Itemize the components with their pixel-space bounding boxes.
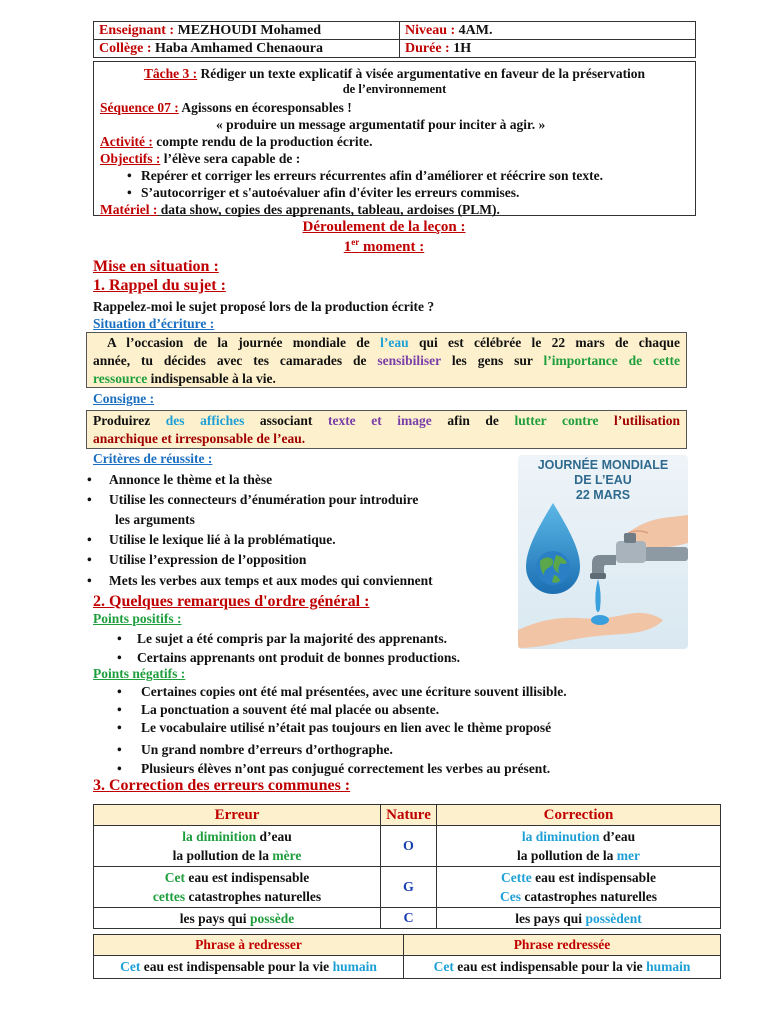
consigne-line-1: Produirez des affiches associant texte et image afin de lutter contre l’utilisation — [93, 413, 681, 428]
duration-cell — [400, 40, 696, 58]
task-line-2: de l’environnement — [342, 82, 447, 96]
faucet-icon — [640, 547, 688, 561]
bullet-icon: • — [117, 702, 122, 717]
sentence-to-fix-cell: Cet eau est indispensable pour la vie humain — [94, 956, 404, 979]
college-value: Haba Amhamed Chenaoura — [154, 41, 324, 56]
material-text: data show, copies des apprenants, tableau, ardoises (PLM). — [160, 202, 500, 217]
situation-line-3: ressource indispensable à la vie. — [93, 371, 276, 386]
nature-cell: C — [381, 908, 437, 929]
table-row — [94, 956, 721, 979]
sequence-line — [100, 99, 352, 116]
criteria-item: • Mets les verbes aux temps et aux modes qui conviennent — [87, 573, 433, 588]
criteria-item-continued: les arguments — [115, 512, 195, 527]
negative-item: • La ponctuation a souvent été mal placée ou absente. — [117, 702, 440, 717]
duration-value: 1H — [453, 41, 472, 56]
bullet-icon: • — [87, 472, 92, 487]
consigne-box — [86, 410, 687, 449]
error-cell: Cet eau est indispensable cettes catastrophes naturelles — [94, 867, 381, 908]
level-cell — [400, 22, 696, 40]
section-2-heading: 2. Quelques remarques d'ordre général : — [93, 593, 370, 610]
table-header-row — [94, 935, 721, 956]
bullet-icon: • — [127, 168, 132, 183]
poster-title-2: DE L’EAU — [574, 473, 632, 487]
poster-illustration — [518, 455, 688, 649]
criteria-label: Critères de réussite : — [93, 451, 213, 466]
level-label: Niveau : — [405, 23, 456, 38]
bullet-icon: • — [87, 492, 92, 507]
errors-table — [93, 804, 721, 929]
bullet-icon: • — [117, 720, 122, 735]
column-header: Erreur — [94, 805, 381, 826]
objectives-text: l’élève sera capable de : — [163, 151, 301, 166]
objective-item: • S’autocorriger et s'autoévaluer afin d'éviter les erreurs commises. — [127, 185, 520, 200]
college-label: Collège : — [99, 41, 152, 56]
positive-item: • Le sujet a été compris par la majorité des apprenants. — [117, 631, 447, 646]
activity-line — [100, 133, 372, 150]
lesson-title: Déroulement de la leçon : — [302, 219, 466, 235]
consigne-line-2: anarchique et irresponsable de l’eau. — [93, 431, 306, 446]
criteria-item: • Utilise les connecteurs d’énumération pour introduire — [87, 492, 419, 507]
consigne-label: Consigne : — [93, 391, 155, 406]
negative-item: • Le vocabulaire utilisé n’était pas toujours en lien avec le thème proposé — [117, 720, 552, 735]
bullet-icon: • — [127, 185, 132, 200]
correction-cell: la diminution d’eau la pollution de la mer — [437, 826, 721, 867]
negative-item: • Certaines copies ont été mal présentées, avec une écriture souvent illisible. — [117, 684, 567, 699]
bullet-icon: • — [117, 650, 122, 665]
world-water-day-poster — [518, 455, 688, 649]
column-header: Phrase redressée — [404, 935, 721, 956]
college-cell — [94, 40, 400, 58]
material-label: Matériel : — [100, 202, 158, 217]
bullet-icon: • — [117, 761, 122, 776]
table-header-row — [94, 805, 721, 826]
mise-en-situation-heading: Mise en situation : — [93, 258, 219, 275]
sequence-subtitle: « produire un message argumentatif pour inciter à agir. » — [216, 117, 546, 132]
teacher-value: MEZHOUDI Mohamed — [177, 23, 322, 38]
level-value: 4AM. — [458, 23, 493, 38]
error-cell: la diminition d’eau la pollution de la mère — [94, 826, 381, 867]
bullet-icon: • — [117, 631, 122, 646]
duration-label: Durée : — [405, 41, 450, 56]
objectives-label: Objectifs : — [100, 151, 161, 166]
positive-label: Points positifs : — [93, 611, 182, 626]
negative-item: • Un grand nombre d’erreurs d’orthographe. — [117, 742, 393, 757]
task-text: Rédiger un texte explicatif à visée argumentative en faveur de la préservation — [200, 66, 646, 81]
material-line — [100, 201, 500, 218]
section-3-heading: 3. Correction des erreurs communes : — [93, 777, 351, 794]
negative-item: • Plusieurs élèves n’ont pas conjugué correctement les verbes au présent. — [117, 761, 551, 776]
activity-text: compte rendu de la production écrite. — [156, 134, 373, 149]
header-table — [93, 21, 696, 58]
nature-cell: O — [381, 826, 437, 867]
moment-title: 1er moment : — [343, 237, 425, 255]
criteria-item: • Utilise le lexique lié à la problématique. — [87, 532, 336, 547]
question-text: Rappelez-moi le sujet proposé lors de la production écrite ? — [93, 299, 435, 314]
column-header: Correction — [437, 805, 721, 826]
bullet-icon: • — [87, 573, 92, 588]
bullet-icon: • — [87, 552, 92, 567]
bullet-icon: • — [117, 684, 122, 699]
objectives-line — [100, 150, 300, 167]
poster-title-3: 22 MARS — [575, 488, 631, 502]
situation-label: Situation d’écriture : — [93, 316, 215, 331]
poster-title-1: JOURNÉE MONDIALE — [537, 458, 669, 472]
column-header: Phrase à redresser — [94, 935, 404, 956]
negative-label: Points négatifs : — [93, 666, 186, 681]
sentence-table — [93, 934, 721, 979]
criteria-item: • Utilise l’expression de l’opposition — [87, 552, 307, 567]
objective-item: • Repérer et corriger les erreurs récurrentes afin d’améliorer et réécrire son texte. — [127, 168, 604, 183]
bullet-icon: • — [117, 742, 122, 757]
positive-item: • Certains apprenants ont produit de bonnes productions. — [117, 650, 460, 665]
column-header: Nature — [381, 805, 437, 826]
nature-cell: G — [381, 867, 437, 908]
fixed-sentence-cell: Cet eau est indispensable pour la vie humain — [404, 956, 721, 979]
task-line — [94, 65, 695, 82]
activity-label: Activité : — [100, 134, 153, 149]
criteria-item: • Annonce le thème et la thèse — [87, 472, 273, 487]
situation-line-2: année, tu décides avec tes camarades de sensibiliser les gens sur l’importance de cette — [93, 353, 681, 368]
section-1-heading: 1. Rappel du sujet : — [93, 277, 226, 294]
situation-box — [86, 332, 687, 388]
sequence-label: Séquence 07 : — [100, 100, 179, 115]
teacher-label: Enseignant : — [99, 23, 175, 38]
correction-cell: les pays qui possèdent — [437, 908, 721, 929]
error-cell: les pays qui possède — [94, 908, 381, 929]
sequence-text: Agissons en écoresponsables ! — [181, 100, 352, 115]
situation-line-1: A l’occasion de la journée mondiale de l’eau qui est célébrée le 22 mars de chaque — [107, 335, 681, 350]
bullet-icon: • — [87, 532, 92, 547]
table-row — [94, 908, 721, 929]
task-label: Tâche 3 : — [143, 66, 198, 81]
teacher-cell — [94, 22, 400, 40]
task-box — [93, 61, 696, 216]
correction-cell: Cette eau est indispensable Ces catastrophes naturelles — [437, 867, 721, 908]
table-row — [94, 826, 721, 867]
table-row — [94, 867, 721, 908]
